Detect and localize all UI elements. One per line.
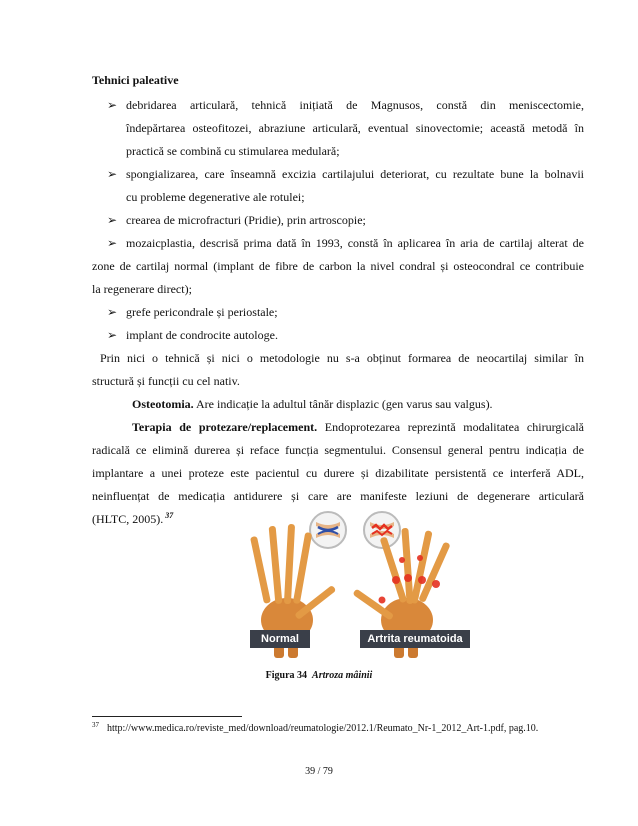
terapia-text-5: (HLTC, 2005). [92, 512, 164, 526]
section-heading: Tehnici paleative [92, 73, 179, 87]
terapia-term: Terapia de protezare/replacement. [132, 420, 318, 434]
paragraph-1-line-2: structură și funcții cu cel nativ. [92, 374, 240, 388]
osteotomia-term: Osteotomia. [132, 397, 194, 411]
bullet-4-line-2: zone de cartilaj normal (implant de fibre de carbon la nivel condral și osteocondral ce contribuie [92, 259, 584, 273]
bullet-arrow-icon: ➢ [107, 167, 118, 181]
bullet-arrow-icon: ➢ [107, 236, 118, 250]
bullet-5-line-1: grefe pericondrale și periostale; [126, 305, 278, 319]
arthritis-label-box [360, 630, 470, 648]
bullet-arrow-icon: ➢ [107, 328, 118, 342]
bullet-1-line-3: practică se combină cu stimularea medulară; [126, 144, 340, 158]
paragraph-1-line-1: Prin nici o tehnică și nici o metodologie nu s-a obținut formarea de neocartilaj similar în [100, 351, 584, 365]
normal-label: Normal [261, 633, 299, 645]
terapia-line-5 [92, 511, 173, 527]
page-number: 39 / 79 [305, 766, 333, 777]
bullet-arrow-icon: ➢ [107, 98, 118, 112]
bullet-3-line-1: crearea de microfracturi (Pridie), prin artroscopie; [126, 213, 366, 227]
osteotomia-text: Are indicație la adultul tânăr displazic (gen varus sau valgus). [196, 397, 493, 411]
normal-label-box [250, 630, 310, 648]
bullet-1-line-1: debridarea articulară, tehnică inițiată de Magnusos, constă din meniscectomie, [126, 98, 584, 112]
normal-joint-detail-icon [310, 512, 346, 548]
terapia-line-1 [132, 419, 584, 435]
footnote [92, 723, 538, 734]
bullet-2-line-2: cu probleme degenerative ale rotulei; [126, 190, 305, 204]
terapia-line-2: radicală ce elimină durerea și reface funcția segmentului. Consensul general pentru indicația de [92, 443, 584, 457]
bullet-4-line-1: mozaicplastia, descrisă prima dată în 1993, constă în aplicarea în aria de cartilaj alterat de [126, 236, 584, 250]
bullet-6-line-1: implant de condrocite autologe. [126, 328, 278, 342]
osteotomia-paragraph [132, 396, 493, 412]
bullet-1-line-2: îndepărtarea osteofitozei, abraziune articulară, eventual sinovectomie; această metodă în [126, 121, 584, 135]
hands-figure [232, 508, 472, 658]
terapia-line-4: neinfluențat de medicația antidurere și care are manifeste leziuni de degenerare articulară [92, 489, 584, 503]
arthritis-label: Artrita reumatoida [367, 633, 463, 645]
figure-caption-number: Figura 34 [265, 670, 308, 681]
figure-caption [0, 668, 638, 684]
terapia-line-3: implantare a unei proteze este pacientul cu durere și dizabilitate persistentă ce interferă ADL, [92, 466, 584, 480]
footnote-reference[interactable]: 37 [165, 511, 174, 520]
terapia-text-1: Endoprotezarea reprezintă modalitatea chirurgicală [324, 420, 585, 434]
bullet-4-line-3: la regenerare direct); [92, 282, 192, 296]
bullet-arrow-icon: ➢ [107, 305, 118, 319]
bullet-2-line-1: spongializarea, care înseamnă excizia cartilajului deteriorat, cu rezultate bune la bolnavii [126, 167, 584, 181]
footnote-link[interactable]: http://www.medica.ro/reviste_med/download/reumatologie/2012.1/Reumato_Nr-1_2012_Art-1.pdf, pag.10. [107, 723, 539, 734]
figure-caption-title: Artroza mâinii [312, 670, 373, 681]
footnote-number: 37 [92, 721, 99, 729]
footnote-divider [92, 716, 242, 717]
bullet-arrow-icon: ➢ [107, 213, 118, 227]
